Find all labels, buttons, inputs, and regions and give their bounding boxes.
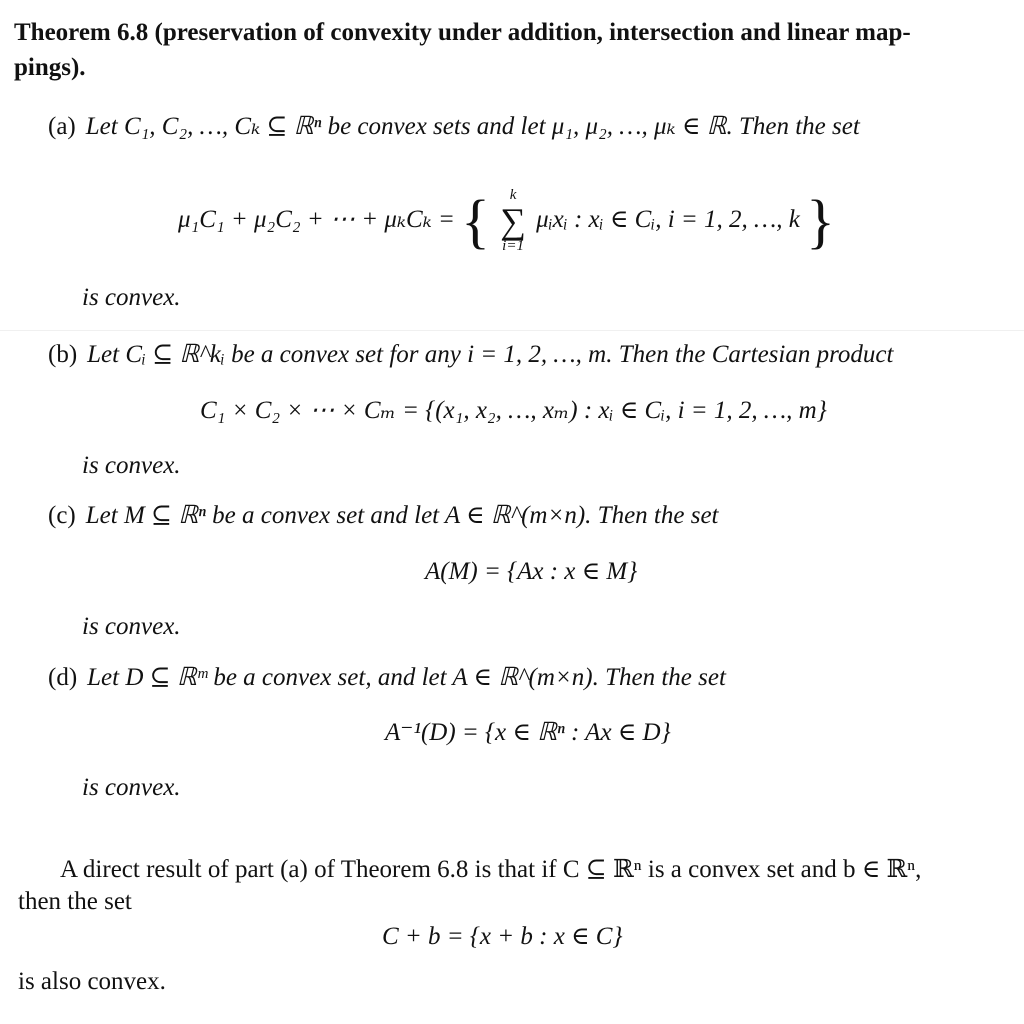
part-b-equation: C₁ × C₂ × ⋯ × Cₘ = {(x₁, x₂, …, xₘ) : xᵢ ∈ Cᵢ, i = 1, 2, …, m}	[200, 397, 827, 424]
part-a-label: (a)	[48, 113, 76, 140]
remark-line1: A direct result of part (a) of Theorem 6.8 is that if C ⊆ ℝⁿ is a convex set and b ∈ ℝⁿ,	[60, 856, 922, 883]
sum-lower-limit: i=1	[502, 238, 524, 255]
part-c-equation: A(M) = {Ax : x ∈ M}	[425, 558, 638, 585]
part-d-label: (d)	[48, 664, 78, 691]
sum-upper-limit: k	[509, 187, 517, 204]
part-b-statement	[48, 340, 893, 370]
theorem-title-line2: pings).	[14, 54, 86, 81]
open-brace: {	[461, 188, 490, 255]
part-d-equation: A⁻¹(D) = {x ∈ ℝⁿ : Ax ∈ D}	[385, 719, 671, 746]
close-brace: }	[806, 188, 835, 255]
part-a-equation	[178, 170, 835, 270]
sum-symbol: ∑	[500, 201, 526, 242]
part-a-conclusion: is convex.	[82, 284, 181, 311]
part-c-conclusion: is convex.	[82, 613, 181, 640]
equation-lhs: μ₁C₁ + μ₂C₂ + ⋯ + μₖCₖ =	[178, 206, 455, 233]
part-d-conclusion: is convex.	[82, 774, 181, 801]
remark-line2: then the set	[18, 888, 132, 915]
part-c-text: Let M ⊆ ℝⁿ be a convex set and let A ∈ ℝ^(m×n). Then the set	[85, 502, 719, 529]
part-a-text: Let C₁, C₂, …, Cₖ ⊆ ℝⁿ be convex sets and let μ₁, μ₂, …, μₖ ∈ ℝ. Then the set	[85, 113, 860, 140]
part-b-conclusion: is convex.	[82, 452, 181, 479]
equation-rhs: μᵢxᵢ : xᵢ ∈ Cᵢ, i = 1, 2, …, k	[536, 206, 800, 233]
part-c-label: (c)	[48, 502, 76, 529]
part-b-text: Let Cᵢ ⊆ ℝ^kᵢ be a convex set for any i = 1, 2, …, m. Then the Cartesian product	[87, 341, 894, 368]
part-d-statement	[48, 663, 726, 693]
summation	[500, 188, 526, 254]
part-a-statement	[48, 112, 860, 142]
part-b-label: (b)	[48, 341, 78, 368]
divider	[0, 330, 1024, 331]
part-d-text: Let D ⊆ ℝᵐ be a convex set, and let A ∈ ℝ^(m×n). Then the set	[87, 664, 726, 691]
theorem-title-line1: Theorem 6.8 (preservation of convexity under addition, intersection and linear map-	[14, 19, 911, 46]
remark-equation: C + b = {x + b : x ∈ C}	[382, 923, 623, 950]
part-c-statement	[48, 501, 719, 531]
remark-conclusion: is also convex.	[18, 968, 166, 995]
